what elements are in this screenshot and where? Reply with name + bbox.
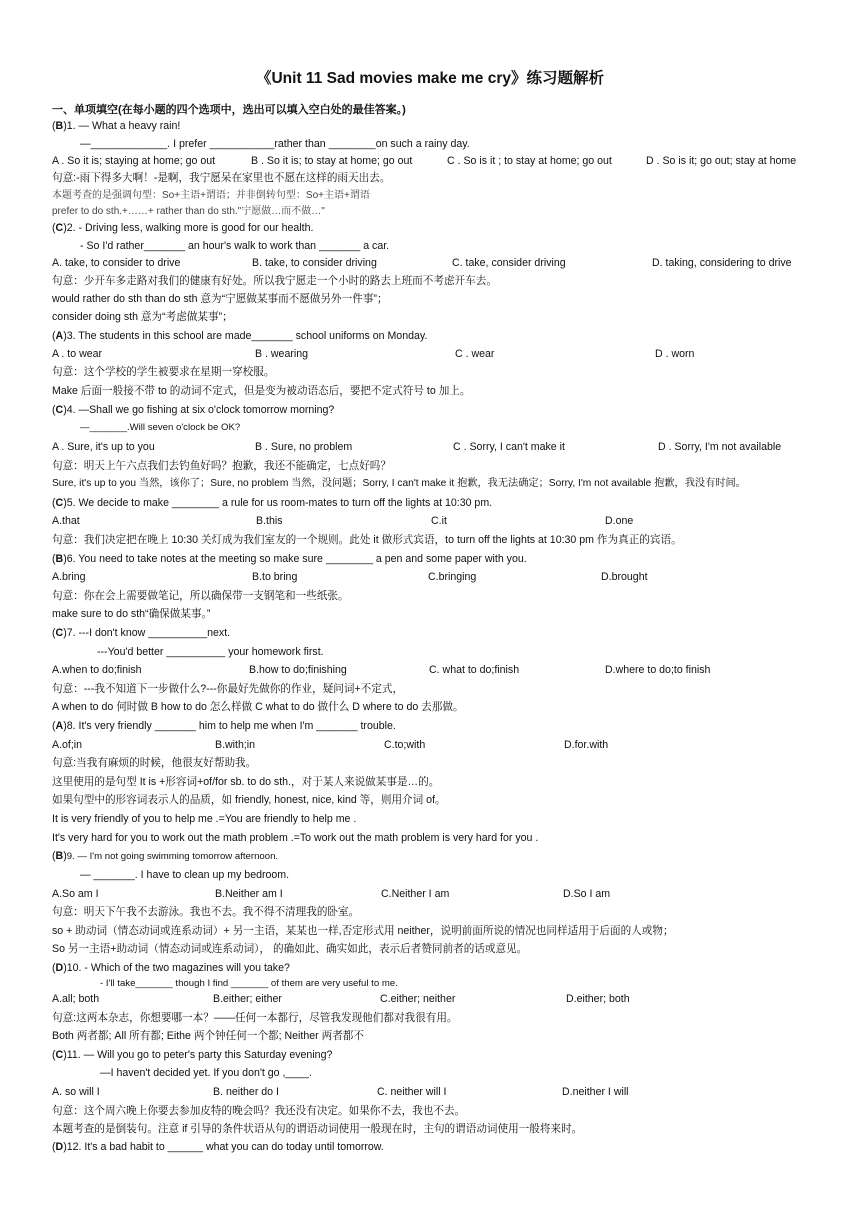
explanation-line: 句意：---我不知道下一步做什么?---你最好先做你的作业，疑问词+不定式，	[52, 683, 404, 695]
option-a: A . So it is; staying at home; go out	[52, 155, 216, 167]
option-b: B. neither do I	[213, 1086, 279, 1098]
question-stem: 10. - Which of the two magazines will you take?	[66, 962, 290, 974]
question-4-line2: —_______.Will seven o'clock be OK?	[80, 422, 241, 433]
question-stem: 2. - Driving less, walking more is good for our health.	[66, 222, 314, 234]
explanation-line: 句意：明天上午六点我们去钓鱼好吗？抱歉，我还不能确定，七点好吗？	[52, 460, 391, 472]
explanation-line: So 另一主语+助动词（情态动词或连系动词）， 的确如此、确实如此，表示后者赞同前者的话或意见。	[52, 943, 528, 955]
question-6: (B)6. You need to take notes at the meeting so make sure ________ a pen and some paper with you.	[52, 553, 527, 565]
option-b: B.this	[256, 515, 283, 527]
explanation-line: Make 后面一般接不带 to 的动词不定式，但是变为被动语态后，要把不定式符号 to 加上。	[52, 385, 471, 397]
option-a: A . Sure, it's up to you	[52, 441, 155, 453]
explanation-line: Both 两者都; All 所有都; Eithe 两个钟任何一个都; Neither 两者都不	[52, 1030, 364, 1042]
document-title: 《Unit 11 Sad movies make me cry》练习题解析	[255, 70, 605, 87]
question-stem: 3. The students in this school are made_______ school uniforms on Monday.	[66, 330, 428, 342]
option-c: C . Sorry, I can't make it	[453, 441, 565, 453]
answer-letter: A	[55, 720, 64, 732]
explanation-line: 句意：这个学校的学生被要求在星期一穿校服。	[52, 366, 275, 378]
question-1: (B)1. — What a heavy rain!	[52, 120, 181, 132]
option-d: D.So I am	[563, 888, 611, 900]
option-c: C.bringing	[428, 571, 477, 583]
explanation-line: 句意:-雨下得多大啊！-是啊，我宁愿呆在家里也不愿在这样的雨天出去。	[52, 172, 391, 184]
explanation-line: make sure to do sth“确保做某事。”	[52, 608, 211, 620]
question-7-line2: ---You'd better __________ your homework first.	[97, 646, 324, 658]
answer-letter: C	[55, 1049, 64, 1061]
option-d: D . worn	[655, 348, 695, 360]
question-2: (C)2. - Driving less, walking more is good for our health.	[52, 222, 314, 234]
question-stem: 9. — I'm not going swimming tomorrow afternoon.	[66, 851, 279, 862]
answer-letter: A	[55, 330, 64, 342]
explanation-line: A when to do 何时做 B how to do 怎么样做 C what to do 做什么 D where to do 去那做。	[52, 701, 464, 713]
option-a: A.all; both	[52, 993, 100, 1005]
question-10: (D)10. - Which of the two magazines will you take?	[52, 962, 290, 974]
question-stem: 6. You need to take notes at the meeting so make sure ________ a pen and some paper with you.	[66, 553, 527, 565]
option-b: B . So it is; to stay at home; go out	[251, 155, 413, 167]
option-c: C . So is it ; to stay at home; go out	[447, 155, 612, 167]
explanation-line: Sure, it's up to you 当然，该你了；Sure, no problem 当然，没问题；Sorry, I can't make it 抱歉，我无法确定；Sorry, I'm not available 抱歉，我没有时间。	[52, 478, 746, 489]
explanation-line: 句意：明天下午我不去游泳。我也不去。我不得不清理我的卧室。	[52, 906, 360, 918]
option-c: C.to;with	[384, 739, 426, 751]
explanation-line: 如果句型中的形容词表示人的品质，如 friendly, honest, nice, kind 等，则用介词 of。	[52, 794, 446, 806]
question-2-line2: - So I'd rather_______ an hour's walk to work than _______ a car.	[80, 240, 390, 252]
question-11-line2: —I haven't decided yet. If you don't go ,____.	[100, 1067, 312, 1079]
question-12: (D)12. It's a bad habit to ______ what you can do today until tomorrow.	[52, 1141, 384, 1153]
option-c: C.it	[431, 515, 447, 527]
option-d: D . So is it; go out; stay at home	[646, 155, 797, 167]
explanation-line: 句意：我们决定把在晚上 10:30 关灯成为我们室友的一个规则。此处 it 做形式宾语，to turn off the lights at 10:30 pm 作为真正的宾语。	[52, 534, 682, 546]
explanation-line: would rather do sth than do sth 意为“宁愿做某事而不愿做另外一件事”；	[52, 293, 388, 305]
option-d: D.where to do;to finish	[605, 664, 711, 676]
question-1-line2: —_____________. I prefer ___________rather than ________on such a rainy day.	[80, 138, 470, 150]
option-d: D . Sorry, I'm not available	[658, 441, 782, 453]
option-b: B . Sure, no problem	[255, 441, 353, 453]
question-stem: 8. It's very friendly _______ him to help me when I'm _______ trouble.	[66, 720, 396, 732]
option-b: B.Neither am I	[215, 888, 283, 900]
question-7: (C)7. ---I don't know __________next.	[52, 627, 231, 639]
answer-letter: C	[55, 404, 64, 416]
explanation-line: 本题考查的是倒装句。注意 if 引导的条件状语从句的谓语动词使用一般现在时，主句的谓语动词使用一般将来时。	[52, 1123, 583, 1135]
explanation-line: 句意：你在会上需要做笔记，所以确保带一支钢笔和一些纸张。	[52, 590, 349, 602]
question-5: (C)5. We decide to make ________ a rule for us room-mates to turn off the lights at 10:30 pm.	[52, 497, 493, 509]
option-b: B.with;in	[215, 739, 256, 751]
question-10-line2: - I'll take_______ though I find _______ of them are very useful to me.	[100, 978, 398, 989]
question-stem: 4. —Shall we go fishing at six o'clock tomorrow morning?	[66, 404, 335, 416]
option-a: A. take, to consider to drive	[52, 257, 181, 269]
option-b: B . wearing	[255, 348, 308, 360]
option-a: A. so will I	[52, 1086, 100, 1098]
explanation-line: 句意:当我有麻烦的时候，他很友好帮助我。	[52, 757, 257, 769]
section-heading: 一、单项填空(在每小题的四个选项中，选出可以填入空白处的最佳答案。)	[52, 104, 406, 116]
option-c: C . wear	[455, 348, 495, 360]
question-4: (C)4. —Shall we go fishing at six o'clock tomorrow morning?	[52, 404, 335, 416]
explanation-line: It is very friendly of you to help me .=You are friendly to help me .	[52, 813, 357, 825]
option-b: B. take, to consider driving	[252, 257, 377, 269]
answer-letter: C	[55, 497, 64, 509]
question-stem: 7. ---I don't know __________next.	[66, 627, 231, 639]
option-a: A . to wear	[52, 348, 103, 360]
option-c: C.Neither I am	[381, 888, 450, 900]
option-c: C. neither will I	[377, 1086, 447, 1098]
question-stem: 12. It's a bad habit to ______ what you can do today until tomorrow.	[66, 1141, 384, 1153]
answer-letter: C	[55, 627, 64, 639]
explanation-line: consider doing sth 意为“考虑做某事”；	[52, 311, 233, 323]
explanation-line: It's very hard for you to work out the math problem .=To work out the math problem is very hard for you .	[52, 832, 539, 844]
option-a: A.when to do;finish	[52, 664, 142, 676]
question-9-line2: — _______. I have to clean up my bedroom.	[80, 869, 290, 881]
answer-letter: D	[55, 1141, 64, 1153]
option-c: C. what to do;finish	[429, 664, 520, 676]
option-d: D.one	[605, 515, 634, 527]
question-11: (C)11. — Will you go to peter's party this Saturday evening?	[52, 1049, 333, 1061]
option-a: A.that	[52, 515, 80, 527]
option-d: D.either; both	[566, 993, 630, 1005]
explanation-line: prefer to do sth.+……+ rather than do sth."宁愿做…而不做…"	[52, 206, 325, 217]
option-b: B.to bring	[252, 571, 298, 583]
option-d: D.for.with	[564, 739, 609, 751]
explanation-line: 句意:这两本杂志，你想要哪一本？——任何一本都行，尽管我发现他们都对我很有用。	[52, 1012, 458, 1024]
option-a: A.bring	[52, 571, 86, 583]
question-3: (A)3. The students in this school are made_______ school uniforms on Monday.	[52, 330, 428, 342]
option-c: C.either; neither	[380, 993, 456, 1005]
option-b: B.how to do;finishing	[249, 664, 347, 676]
question-9: (B)9. — I'm not going swimming tomorrow afternoon.	[52, 850, 279, 862]
answer-letter: C	[55, 222, 64, 234]
question-stem: 1. — What a heavy rain!	[66, 120, 181, 132]
explanation-line: so + 助动词（情态动词或连系动词）+ 另一主语，某某也一样,否定形式用 neither，说明前面所说的情况也同样适用于后面的人或物；	[52, 925, 674, 937]
option-a: A.So am I	[52, 888, 99, 900]
option-d: D. taking, considering to drive	[652, 257, 792, 269]
question-8: (A)8. It's very friendly _______ him to help me when I'm _______ trouble.	[52, 720, 396, 732]
explanation-line: 句意：少开车多走路对我们的健康有好处。所以我宁愿走一个小时的路去上班而不考虑开车去。	[52, 275, 497, 287]
option-d: D.neither I will	[562, 1086, 629, 1098]
answer-letter: D	[55, 962, 64, 974]
option-b: B.either; either	[213, 993, 282, 1005]
question-stem: 11. — Will you go to peter's party this Saturday evening?	[66, 1049, 333, 1061]
option-c: C. take, consider driving	[452, 257, 566, 269]
answer-letter: B	[55, 553, 64, 565]
answer-letter: B	[55, 850, 64, 862]
option-a: A.of;in	[52, 739, 83, 751]
question-stem: 5. We decide to make ________ a rule for us room-mates to turn off the lights at 10:30 pm.	[66, 497, 493, 509]
explanation-line: 本题考查的是强调句型：So+主语+谓语；并非倒转句型：So+主语+谓语	[52, 190, 370, 201]
explanation-line: 这里使用的是句型 It is +形容词+of/for sb. to do sth.，对于某人来说做某事是…的。	[52, 776, 440, 788]
answer-letter: B	[55, 120, 64, 132]
explanation-line: 句意：这个周六晚上你要去参加皮特的晚会吗？我还没有决定。如果你不去，我也不去。	[52, 1105, 466, 1117]
option-d: D.brought	[601, 571, 648, 583]
